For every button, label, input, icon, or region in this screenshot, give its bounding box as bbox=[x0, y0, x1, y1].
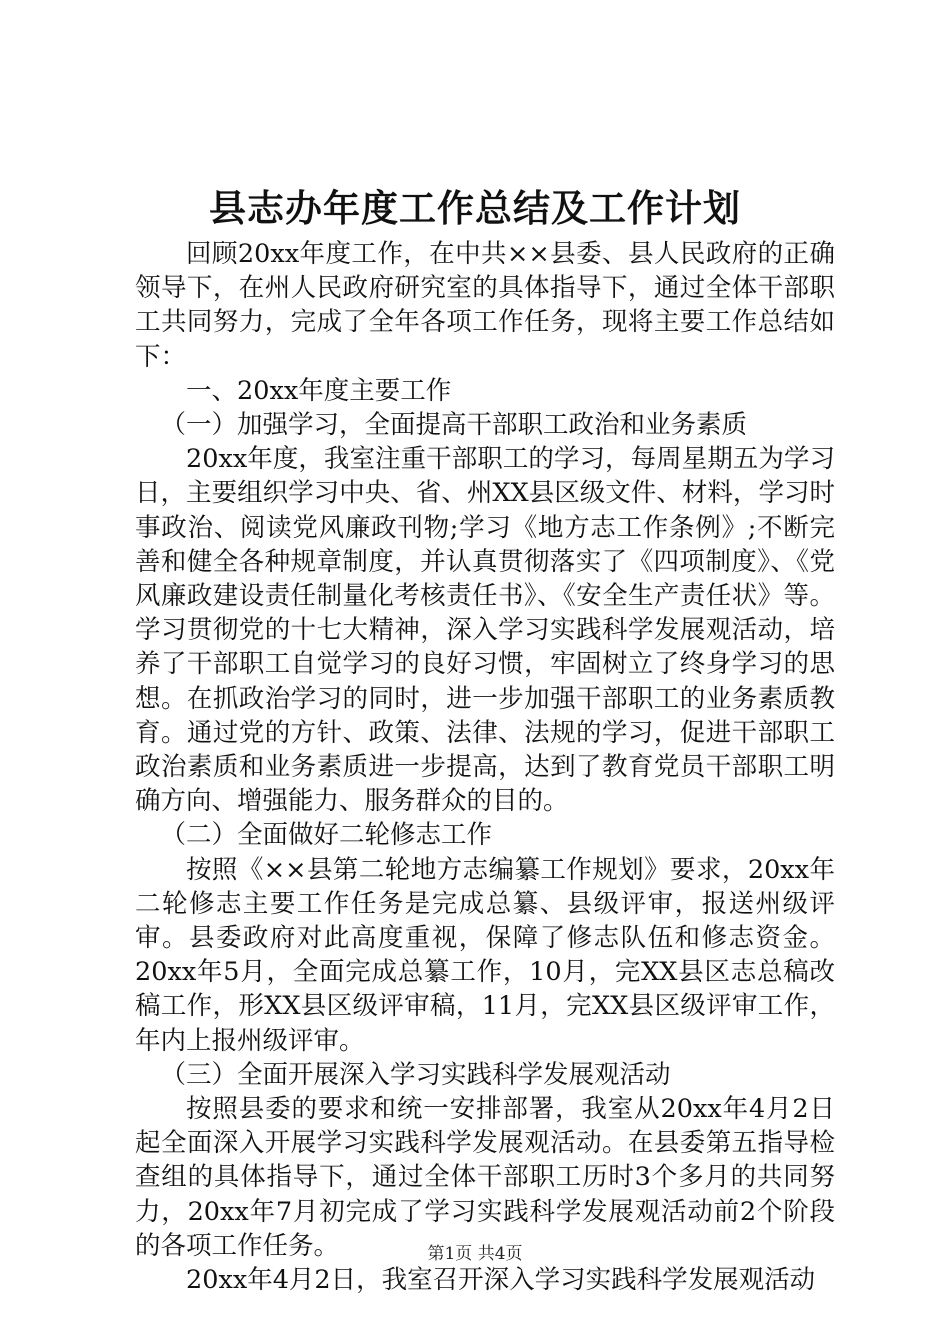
subsection-paragraph-3b: 20xx年4月2日，我室召开深入学习实践科学发展观活动 bbox=[186, 1265, 816, 1296]
subsection-heading-2: （二）全面做好二轮修志工作 bbox=[160, 820, 493, 851]
subsection-heading-3: （三）全面开展深入学习实践科学发展观活动 bbox=[160, 1059, 671, 1090]
document-title: 县志办年度工作总结及工作计划 bbox=[209, 186, 741, 230]
subsection-heading-1: （一）加强学习，全面提高干部职工政治和业务素质 bbox=[160, 410, 748, 441]
document-body bbox=[135, 237, 835, 1297]
subsection-paragraph-3: 按照县委的要求和统一安排部署，我室从20xx年4月2日起全面深入开展学习实践科学发展观活动。在县委第五指导检查组的具体指导下，通过全体干部职工历时3个多月的共同努力，20xx年7月初完成了学习实践科学发展观活动前2个阶段的各项工作任务。 bbox=[135, 1094, 835, 1261]
subsection-paragraph-2: 按照《××县第二轮地方志编纂工作规划》要求，20xx年二轮修志主要工作任务是完成总纂、县级评审，报送州级评审。县委政府对此高度重视，保障了修志队伍和修志资金。20xx年5月，全面完成总纂工作，10月，完XX县区志总稿改稿工作，形XX县区级评审稿，11月，完XX县区级评审工作，年内上报州级评审。 bbox=[135, 854, 835, 1056]
page-footer: 第1页 共4页 bbox=[427, 1244, 523, 1264]
subsection-paragraph-1: 20xx年度，我室注重干部职工的学习，每周星期五为学习日，主要组织学习中央、省、州XX县区级文件、材料，学习时事政治、阅读党风廉政刊物;学习《地方志工作条例》;不断完善和健全各种规章制度，并认真贯彻落实了《四项制度》、《党风廉政建设责任制量化考核责任书》、《安全生产责任状》等。学习贯彻党的十七大精神，深入学习实践科学发展观活动，培养了干部职工自觉学习的良好习惯，牢固树立了终身学习的思想。在抓政治学习的同时，进一步加强干部职工的业务素质教育。通过党的方针、政策、法律、法规的学习，促进干部职工政治素质和业务素质进一步提高，达到了教育党员干部职工明确方向、增强能力、服务群众的目的。 bbox=[135, 444, 835, 817]
section-heading: 一、20xx年度主要工作 bbox=[186, 375, 452, 406]
intro-paragraph: 回顾20xx年度工作，在中共××县委、县人民政府的正确领导下，在州人民政府研究室的具体指导下，通过全体干部职工共同努力，完成了全年各项工作任务，现将主要工作总结如下： bbox=[135, 239, 835, 372]
